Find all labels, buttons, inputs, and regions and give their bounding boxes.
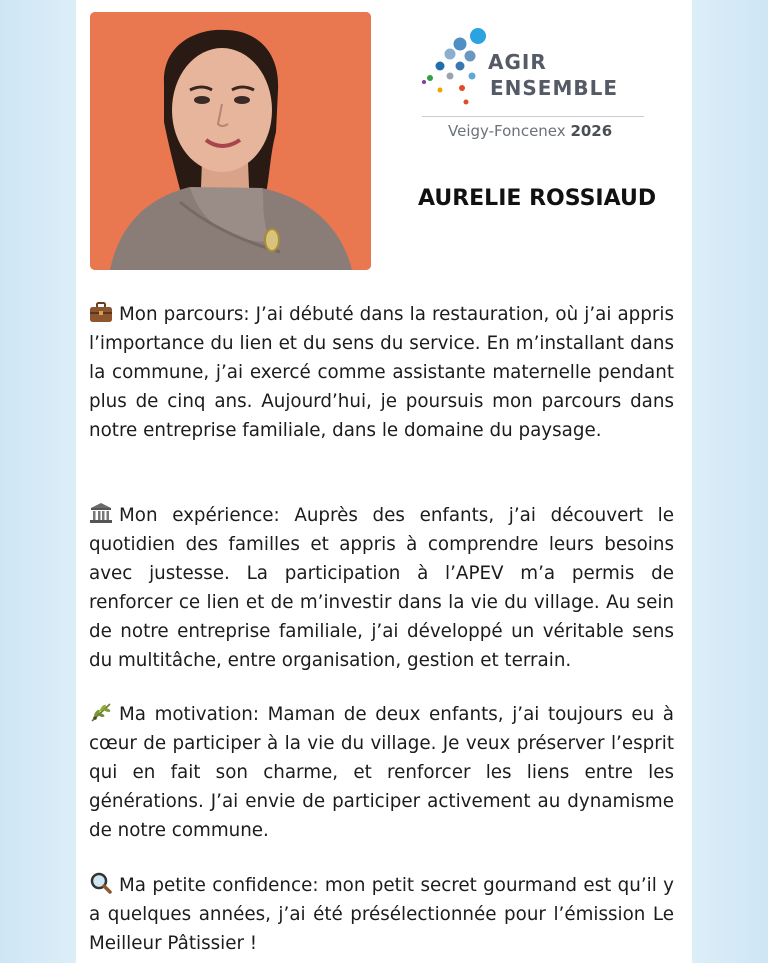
section-experience-text: Mon expérience: Auprès des enfants, j’ai découvert le quotidien des familles et appris à comprendre leurs besoins avec justesse. La participation à l’APEV m’a permis de renforcer ce lien et de m’investir dans la vie du village. Au sein de notre entreprise familiale, j’ai développé un véritable sens du multitâche, entre organisation, gestion et terrain. [89,505,674,671]
magnifying-glass-icon [89,872,113,894]
logo-dots-icon [418,26,488,116]
logo-place: Veigy-Foncenex [448,122,566,140]
section-motivation [89,700,674,845]
classical-building-icon [89,502,113,524]
section-parcours [89,300,674,445]
portrait-photo [90,12,371,270]
section-confidence [89,871,674,958]
logo-word-agir: AGIR [488,50,547,74]
logo-divider [422,116,644,117]
logo-word-ensemble: ENSEMBLE [490,76,619,100]
section-experience [89,501,674,675]
briefcase-icon [89,301,113,323]
section-parcours-text: Mon parcours: J’ai débuté dans la restauration, où j’ai appris l’importance du lien et du sens du service. En m’installant dans la commune, j’ai exercé comme assistante maternelle pendant plus de cinq ans. Aujourd’hui, je poursuis mon parcours dans notre entreprise familiale, dans le domaine du paysage. [89,304,674,441]
logo-subtitle [448,122,612,140]
candidate-card [76,0,692,963]
agir-ensemble-logo [418,26,638,146]
section-motivation-text: Ma motivation: Maman de deux enfants, j’ai toujours eu à cœur de participer à la vie du village. Je veux préserver l’esprit qui en fait son charme, et renforcer les liens entre les générations. J’ai envie de participer activement au dynamisme de notre commune. [89,704,674,841]
logo-year: 2026 [570,122,613,140]
section-confidence-text: Ma petite confidence: mon petit secret gourmand est qu’il y a quelques années, j’ai été présélectionnée pour l’émission Le Meilleur Pâtissier ! [89,875,674,954]
olive-branch-icon [89,701,113,723]
candidate-name: AURELIE ROSSIAUD [418,186,657,211]
